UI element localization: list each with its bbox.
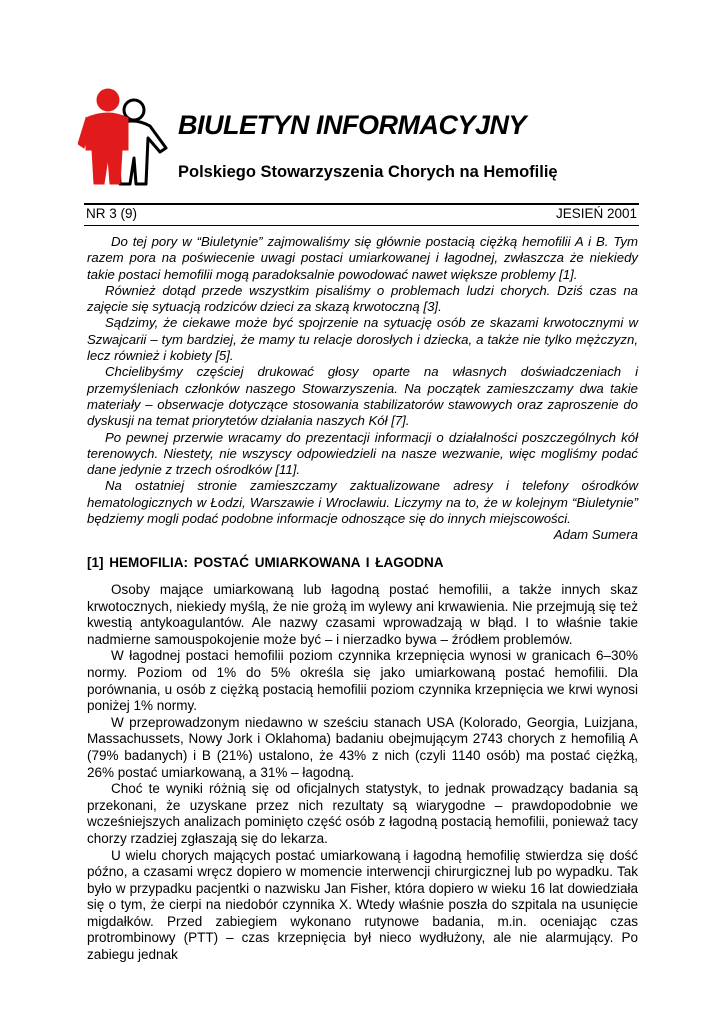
newsletter-subtitle: Polskiego Stowarzyszenia Chorych na Hemofilię xyxy=(178,163,558,181)
header-rule-bottom xyxy=(84,225,639,226)
article-paragraph: Choć te wyniki różnią się od oficjalnych statystyk, to jednak prowadzący badania są przekonani, że uzyskane przez nich rezultaty są wiarygodne – prawdopodobnie we wcześniejszych analizach pominięto część osób z łagodną postacią hemofilii, ponieważ tacy chorzy rzadziej zgłaszają się do lekarza. xyxy=(87,781,638,846)
article-paragraph: U wielu chorych mających postać umiarkowaną i łagodną hemofilię stwierdza się dość późno, a czasami wręcz dopiero w momencie interwencji chirurgicznej lub po wypadku. Tak było w przypadku pacjentki o nazwisku Jan Fisher, która dopiero w wieku 16 lat dowiedziała się o tym, że cierpi na niedobór czynnika X. Wtedy właśnie poszła do szpitala na usunięcie migdałków. Przed zabiegiem wykonano rutynowe badania, m.in. oceniając czas protrombinowy (PTT) – czas krzepnięcia był nieco wydłużony, ale nie alarmujący. Po zabiegu jednak xyxy=(87,847,638,963)
article-body xyxy=(87,582,638,964)
issue-info-bar xyxy=(86,206,637,221)
issue-season: JESIEŃ 2001 xyxy=(555,206,637,221)
intro-paragraph: Na ostatniej stronie zamieszczamy zaktualizowane adresy i telefony ośrodków hematologicznych w Łodzi, Warszawie i Wrocławiu. Liczymy na to, że w kolejnym “Biuletynie” będziemy mogli podać podobne informacje odnoszące się do innych miejscowości. xyxy=(87,478,638,527)
editorial-intro xyxy=(87,234,638,544)
intro-paragraph: Do tej pory w “Biuletynie” zajmowaliśmy się głównie postacią ciężką hemofilii A i B. Tym razem pora na poświecenie uwagi postaci umiarkowanej i łagodnej, zwłaszcza że niekiedy takie postaci hemofilii mogą paradoksalnie powodować nawet większe problemy [1]. xyxy=(87,234,638,282)
article-paragraph: Osoby mające umiarkowaną lub łagodną postać hemofilii, a także innych skaz krwotocznych, niekiedy myślą, że nie grożą im wylewy ani krwawienia. Nie przejmują się też kwestią antykoagulantów. Ale nazwy czasami wprowadzają w błąd. I to właśnie takie nadmierne samouspokojenie może być – i nierzadko bywa – źródłem problemów. xyxy=(87,582,638,647)
article-heading: [1] HEMOFILIA: POSTAĆ UMIARKOWANA I ŁAGODNA xyxy=(87,555,444,570)
intro-paragraph: Również dotąd przede wszystkim pisaliśmy o problemach ludzi chorych. Dziś czas na zajęcie się sytuacją rodziców dzieci za skazą krwotoczną [3]. xyxy=(87,282,638,315)
two-people-logo-icon xyxy=(78,86,170,186)
article-paragraph: W przeprowadzonym niedawno w sześciu stanach USA (Kolorado, Georgia, Luizjana, Massachussets, Nowy Jork i Oklahoma) badaniu obejmującym 2743 chorych z hemofilią A (79% badanych) i B (21%) ustalono, że 43% z nich (czyli 1140 osób) ma postać ciężką, 26% postać umiarkowaną, a 31% – łagodną. xyxy=(87,714,638,780)
intro-paragraph: Chcielibyśmy częściej drukować głosy oparte na własnych doświadczeniach i przemyśleniach członków naszego Stowarzyszenia. Na początek zamieszczamy dwa takie materiały – obserwacje dotyczące stosowania stabilizatorów stawowych oraz zaproszenie do dyskusji na temat priorytetów działania naszych Kół [7]. xyxy=(87,364,638,429)
issue-number: NR 3 (9) xyxy=(86,206,138,221)
article-paragraph: W łagodnej postaci hemofilii poziom czynnika krzepnięcia wynosi w granicach 6–30% normy. Poziom od 1% do 5% określa się jako umiarkowaną postać hemofilii. Dla porównania, u osób z ciężką postacią hemofilii poziom czynnika krzepnięcia we krwi wynosi poniżej 1% normy. xyxy=(87,648,638,714)
intro-paragraph: Po pewnej przerwie wracamy do prezentacji informacji o działalności poszczególnych kół terenowych. Niestety, nie wszyscy odpowiedzieli na nasze wezwanie, więc mogliśmy podać dane jedynie z trzech ośrodków [11]. xyxy=(87,429,638,478)
intro-paragraph: Sądzimy, że ciekawe może być spojrzenie na sytuację osób ze skazami krwotocznymi w Szwajcarii – tym bardziej, że mamy tu relacje dorosłych i dziecka, a także nie tylko mężczyzn, lecz również i kobiety [5]. xyxy=(87,315,638,364)
newsletter-title: BIULETYN INFORMACYJNY xyxy=(178,110,527,140)
header-rule-top xyxy=(84,203,639,205)
editor-signature: Adam Sumera xyxy=(553,527,638,543)
